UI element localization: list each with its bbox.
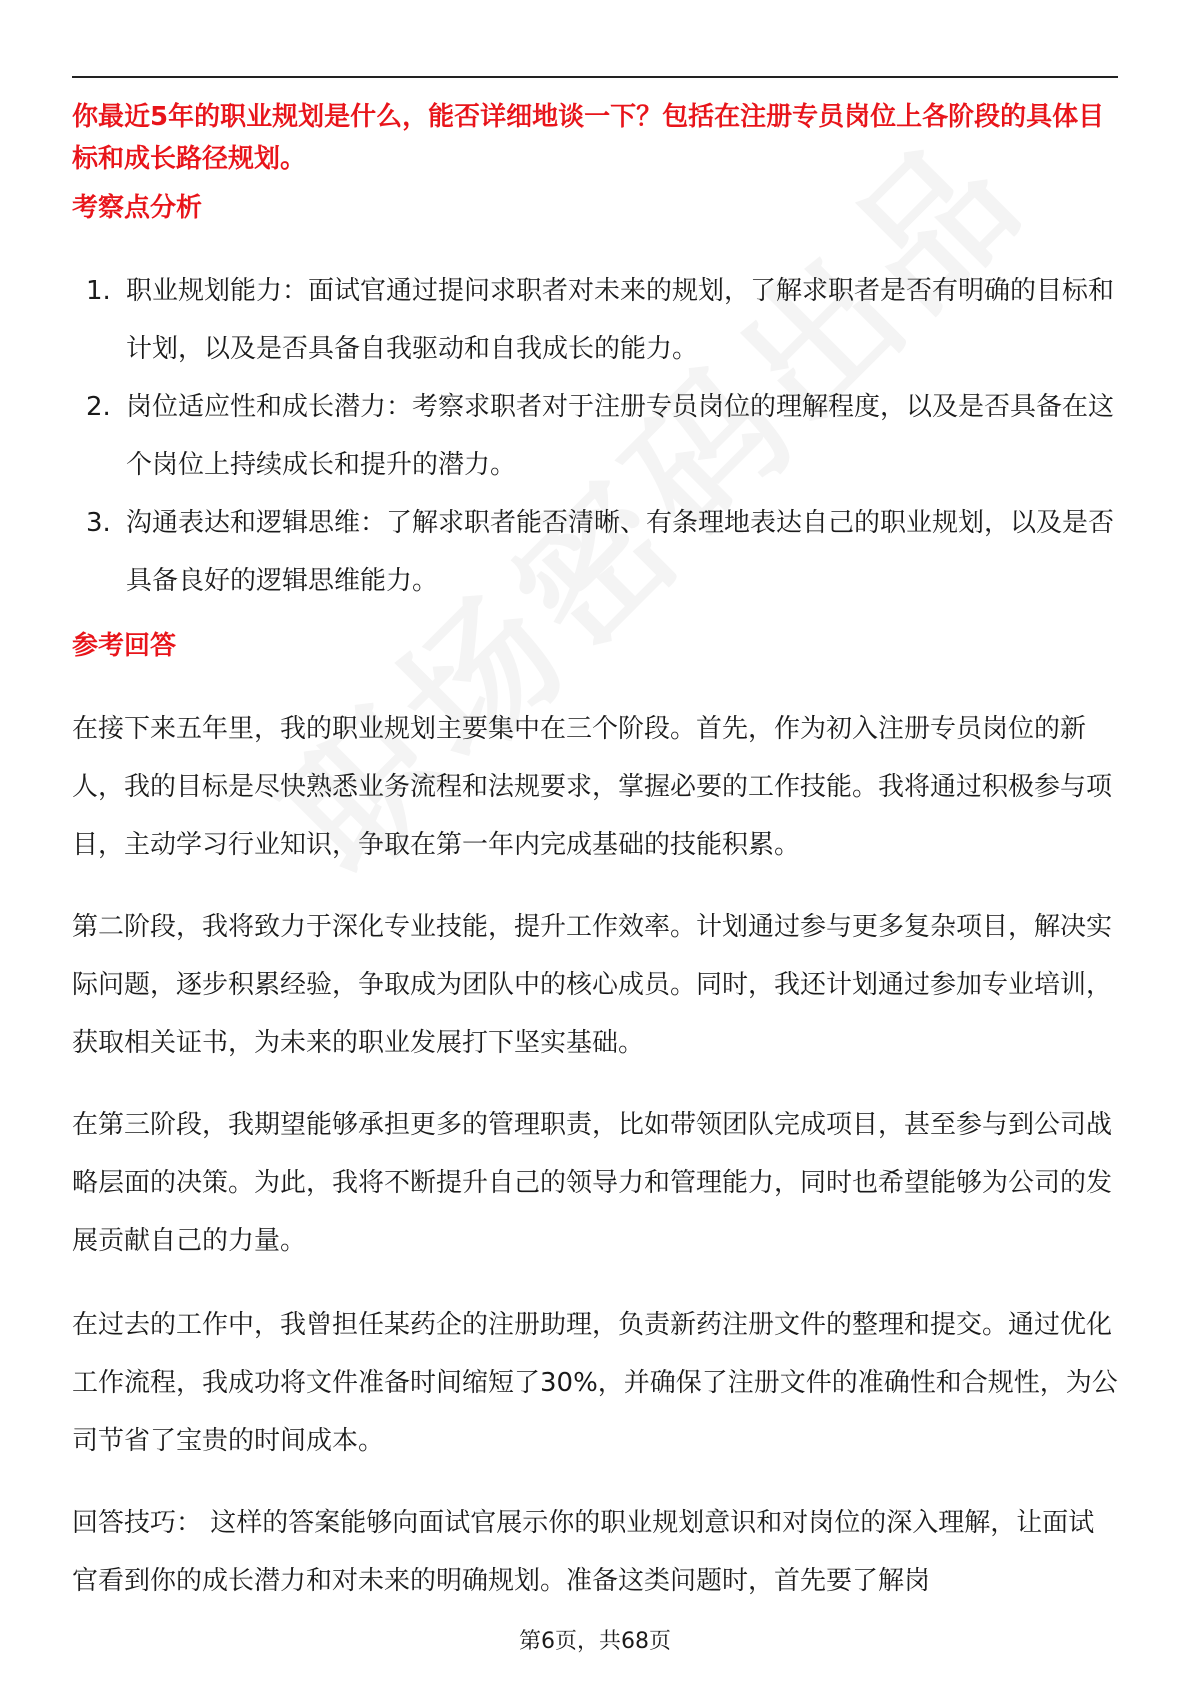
top-divider [72,76,1118,78]
analysis-list [72,262,1118,610]
analysis-point [72,378,1118,494]
analysis-point [72,494,1118,610]
answer-paragraph: 第二阶段，我将致力于深化专业技能，提升工作效率。计划通过参与更多复杂项目，解决实际问题，逐步积累经验，争取成为团队中的核心成员。同时，我还计划通过参加专业培训，获取相关证书，为未来的职业发展打下坚实基础。 [72,912,1113,1058]
analysis-point [72,262,1118,378]
point-number: 3. [86,508,111,538]
point-number: 1. [86,276,111,306]
point-number: 2. [86,392,111,422]
answer-paragraph: 在接下来五年里，我的职业规划主要集中在三个阶段。首先，作为初入注册专员岗位的新人，我的目标是尽快熟悉业务流程和法规要求，掌握必要的工作技能。我将通过积极参与项目，主动学习行业知识，争取在第一年内完成基础的技能积累。 [72,714,1113,860]
point-text: 沟通表达和逻辑思维：了解求职者能否清晰、有条理地表达自己的职业规划，以及是否具备良好的逻辑思维能力。 [126,508,1115,596]
answer-tips-paragraph: 回答技巧： 这样的答案能够向面试官展示你的职业规划意识和对岗位的深入理解，让面试官看到你的成长潜力和对未来的明确规划。准备这类问题时，首先要了解岗 [72,1508,1095,1596]
question-title: 你最近5年的职业规划是什么，能否详细地谈一下？包括在注册专员岗位上各阶段的具体目标和成长路径规划。 [72,102,1105,174]
answer-heading: 参考回答 [72,631,177,661]
answer-paragraph: 在第三阶段，我期望能够承担更多的管理职责，比如带领团队完成项目，甚至参与到公司战略层面的决策。为此，我将不断提升自己的领导力和管理能力，同时也希望能够为公司的发展贡献自己的力量。 [72,1110,1113,1256]
analysis-heading: 考察点分析 [72,193,203,223]
point-text: 职业规划能力：面试官通过提问求职者对未来的规划，了解求职者是否有明确的目标和计划，以及是否具备自我驱动和自我成长的能力。 [126,276,1115,364]
answer-paragraph: 在过去的工作中，我曾担任某药企的注册助理，负责新药注册文件的整理和提交。通过优化工作流程，我成功将文件准备时间缩短了30%，并确保了注册文件的准确性和合规性，为公司节省了宝贵的时间成本。 [72,1310,1118,1456]
page-number-footer: 第6页，共68页 [519,1629,671,1654]
point-text: 岗位适应性和成长潜力：考察求职者对于注册专员岗位的理解程度，以及是否具备在这个岗位上持续成长和提升的潜力。 [126,392,1115,480]
